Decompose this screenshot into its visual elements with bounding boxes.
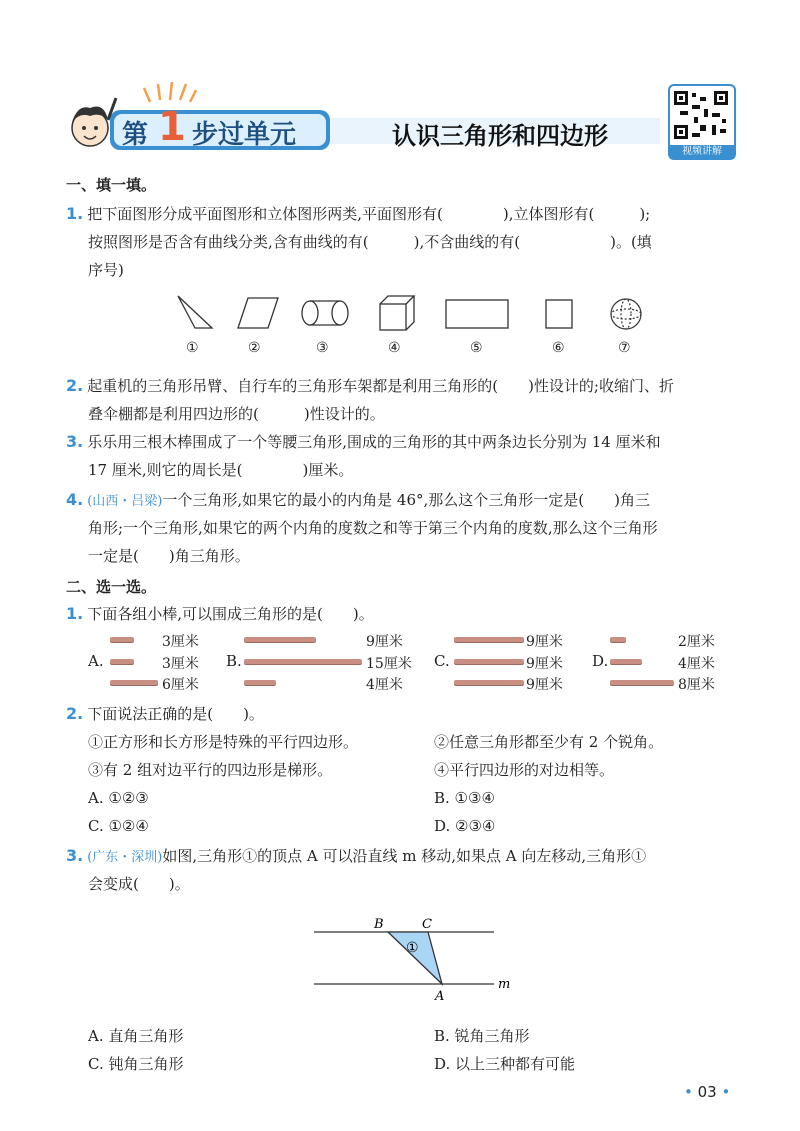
shape-label-5: ⑤ [470, 340, 483, 356]
s2-q2-option-b[interactable]: B. ①③④ [434, 789, 495, 807]
shape-label-6: ⑥ [552, 340, 565, 356]
s2-q1-num: 1. [66, 604, 84, 623]
unit-number: 1 [158, 104, 186, 150]
s1-q1-num: 1. [66, 204, 84, 223]
s1-q4-num: 4. [66, 490, 84, 509]
cube-shape [380, 296, 414, 330]
s1-q1-line3: 序号) [88, 261, 124, 279]
shape-label-3: ③ [316, 340, 329, 356]
stick-b-label-2: 15厘米 [366, 656, 412, 672]
s2-q1-line [66, 604, 374, 624]
stick-a-1 [110, 637, 134, 642]
shape-label-4: ④ [388, 340, 401, 356]
s2-q3-option-b[interactable]: B. 锐角三角形 [434, 1027, 530, 1045]
stick-b-2 [244, 659, 362, 664]
s1-q3-num: 3. [66, 432, 84, 451]
unit-di: 第 [122, 120, 149, 150]
stick-a-label-3: 6厘米 [162, 677, 199, 693]
s1-q4-line1 [66, 490, 650, 512]
s2-q3-text1: 如图,三角形①的顶点 A 可以沿直线 m 移动,如果点 A 向左移动,三角形① [162, 847, 647, 865]
stick-a-3 [110, 680, 158, 685]
rectangle-shape [446, 300, 508, 328]
stick-d-label-1: 2厘米 [678, 634, 715, 650]
s2-q2-s4: ④平行四边形的对边相等。 [434, 761, 615, 779]
s2-q2-num: 2. [66, 704, 84, 723]
stick-c-1 [454, 637, 524, 642]
s1-q2-line2: 叠伞棚都是利用四边形的( )性设计的。 [88, 405, 385, 423]
stick-b-1 [244, 637, 316, 642]
label-b: B [374, 917, 384, 932]
s2-q2-option-c[interactable]: C. ①②④ [88, 817, 149, 835]
qr-code-icon [672, 89, 732, 141]
s2-q3-tag: (广东・深圳) [87, 850, 163, 865]
s1-q1-text1: 把下面图形分成平面图形和立体图形两类,平面图形有( ),立体图形有( ); [87, 205, 651, 223]
stick-b-label-1: 9厘米 [366, 634, 403, 650]
s1-q2-num: 2. [66, 376, 84, 395]
option-b-letter[interactable]: B. [226, 652, 242, 670]
square-shape [546, 300, 572, 328]
option-c-letter[interactable]: C. [434, 652, 450, 670]
s2-q2-option-d[interactable]: D. ②③④ [434, 817, 496, 835]
triangle-shape [178, 296, 212, 328]
stick-c-label-1: 9厘米 [526, 634, 563, 650]
s2-q3-line2: 会变成( )。 [88, 875, 190, 893]
s1-q2-text1: 起重机的三角形吊臂、自行车的三角形车架都是利用三角形的( )性设计的;收缩门、折 [87, 377, 674, 395]
s2-q2-line [66, 704, 264, 724]
s2-q3-line1 [66, 846, 646, 868]
label-a: A [435, 989, 445, 1004]
s2-q2-s2: ②任意三角形都至少有 2 个锐角。 [434, 733, 664, 751]
stick-a-label-2: 3厘米 [162, 656, 199, 672]
s2-q2-text: 下面说法正确的是( )。 [87, 705, 264, 723]
s2-q3-num: 3. [66, 846, 84, 865]
s1-q4-line2: 角形;一个三角形,如果它的两个内角的度数之和等于第三个内角的度数,那么这个三角形 [88, 519, 658, 537]
section2-heading: 二、选一选。 [66, 578, 157, 596]
qr-caption: 视频讲解 [670, 145, 734, 159]
stick-d-label-2: 4厘米 [678, 656, 715, 672]
s1-q3-line2: 17 厘米,则它的周长是( )厘米。 [88, 461, 354, 479]
mascot-boy-icon [60, 90, 120, 160]
qr-code[interactable] [668, 84, 736, 160]
s1-q4-tag: (山西・吕梁) [87, 494, 163, 509]
s2-q3-option-a[interactable]: A. 直角三角形 [88, 1027, 184, 1045]
page-dot-right-icon: • [721, 1083, 731, 1101]
s1-q4-text1: 一个三角形,如果它的最小的内角是 46°,那么这个三角形一定是( )角三 [162, 491, 650, 509]
s1-q1-line2: 按照图形是否含有曲线分类,含有曲线的有( ),不含曲线的有( )。(填 [88, 233, 652, 251]
cylinder-shape [302, 301, 348, 325]
s1-q3-text1: 乐乐用三根木棒围成了一个等腰三角形,围成的三角形的其中两条边长分别为 14 厘米和 [87, 433, 661, 451]
shapes-figure [160, 290, 660, 338]
stick-c-2 [454, 659, 524, 664]
triangle-figure [310, 910, 520, 1006]
option-d-letter[interactable]: D. [592, 652, 609, 670]
page-title: 认识三角形和四边形 [392, 122, 608, 150]
sphere-shape [611, 299, 641, 329]
s2-q1-text: 下面各组小棒,可以围成三角形的是( )。 [87, 605, 374, 623]
stick-d-1 [610, 637, 626, 642]
option-a-letter[interactable]: A. [88, 652, 104, 670]
stick-b-label-3: 4厘米 [366, 677, 403, 693]
s2-q2-s1: ①正方形和长方形是特殊的平行四边形。 [88, 733, 359, 751]
s1-q3-line1 [66, 432, 661, 452]
stick-d-3 [610, 680, 674, 685]
label-m: m [498, 977, 511, 992]
stick-d-2 [610, 659, 642, 664]
shape-label-2: ② [248, 340, 261, 356]
stick-c-3 [454, 680, 524, 685]
page-number: 03 [697, 1083, 717, 1101]
section1-heading: 一、填一填。 [66, 176, 157, 194]
stick-a-2 [110, 659, 134, 664]
sun-rays-icon [140, 78, 200, 104]
stick-d-label-3: 8厘米 [678, 677, 715, 693]
s1-q2-line1 [66, 376, 674, 396]
label-c: C [422, 917, 432, 932]
s2-q3-option-c[interactable]: C. 钝角三角形 [88, 1055, 184, 1073]
page-number-wrap [684, 1083, 730, 1101]
shape-label-1: ① [186, 340, 199, 356]
parallelogram-shape [238, 298, 278, 328]
shape-label-7: ⑦ [618, 340, 631, 356]
s2-q2-option-a[interactable]: A. ①②③ [88, 789, 149, 807]
label-one: ① [406, 940, 419, 956]
stick-c-label-3: 9厘米 [526, 677, 563, 693]
page-dot-left-icon: • [684, 1083, 693, 1101]
stick-c-label-2: 9厘米 [526, 656, 563, 672]
unit-label: 步过单元 [192, 120, 297, 150]
stick-a-label-1: 3厘米 [162, 634, 199, 650]
s2-q2-s3: ③有 2 组对边平行的四边形是梯形。 [88, 761, 333, 779]
s1-q1-line1 [66, 204, 650, 224]
s2-q3-option-d[interactable]: D. 以上三种都有可能 [434, 1055, 576, 1073]
s1-q4-line3: 一定是( )角三角形。 [88, 547, 250, 565]
stick-b-3 [244, 680, 276, 685]
